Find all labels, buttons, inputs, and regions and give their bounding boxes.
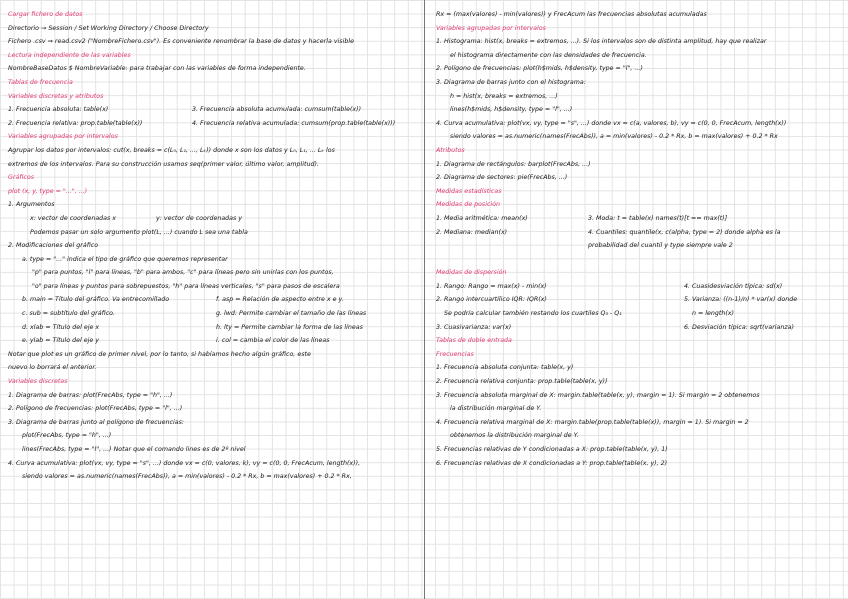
note-text: c. sub = subtítulo del gráfico. [22,310,116,318]
page-divider [424,0,425,599]
note-line [436,76,840,90]
note-text: Rx = (max(valores) - min(valores)) y FrecAcum las frecuencias absolutas acumuladas [436,11,707,18]
section-heading: Tablas de frecuencia [8,78,73,86]
note-text: n = length(x) [692,310,734,318]
section-heading: Variables discretas y atributos [8,92,104,100]
note-line [436,348,840,362]
note-line [436,130,840,144]
note-line [8,280,416,294]
note-line [436,253,840,267]
note-text: 3. Diagrama de barras junto con el histograma: [436,78,586,86]
note-line [436,90,840,104]
note-line [8,171,416,185]
note-line [8,117,416,131]
note-line [8,226,416,240]
note-text: 2. Diagrama de sectores: pie(FrecAbs, ...) [436,174,568,182]
note-text: h. lty = Permite cambiar la forma de las líneas [216,323,363,331]
note-line [436,239,840,253]
note-text: 1. Histograma: hist(x, breaks = extremos, ...). Si los intervalos son de distinta amplitud, hay que realizar [436,38,767,46]
note-line [436,321,840,335]
note-text: la distribución marginal de Y. [450,405,542,413]
note-text: 2. Polígono de frecuencias: plot(h$mids, h$density, type = "l", ...) [436,65,643,73]
note-line [8,266,416,280]
section-heading: Gráficos [8,174,34,182]
note-line [8,443,416,457]
note-line [8,76,416,90]
note-line [436,375,840,389]
left-column [8,8,416,484]
note-text: 3. Frecuencia absoluta acumulada: cumsum(table(x)) [192,106,362,114]
note-text: "o" para líneas y puntos para sobrepuestos, "h" para líneas verticales, "s" para pasos de escalera [32,282,340,290]
note-line [436,8,840,22]
note-line [8,239,416,253]
section-heading: Frecuencias [436,350,474,358]
note-line [436,307,840,321]
note-text: Se podría calcular también restando los cuartiles Q₃ - Q₁ [444,310,622,318]
note-line [436,117,840,131]
note-text: el histograma directamente con las densidades de frecuencia. [450,51,647,59]
note-text: 6. Desviación típica: sqrt(varianza) [684,323,794,331]
note-line [436,457,840,471]
note-text: 3. Cuasivarianza: var(x) [436,323,512,331]
note-line [8,470,416,484]
note-text: Directorio → Session / Set Working Directory / Choose Directory [8,24,209,32]
section-heading: Medidas de dispersión [436,269,507,277]
note-text: lines(h$mids, h$density, type = "l", ...) [450,106,573,114]
note-text: 2. Polígono de frecuencias: plot(FrecAbs, type = "l", ...) [8,405,183,413]
note-line [436,103,840,117]
note-text: 1. Frecuencia absoluta: table(x) [8,106,109,114]
note-line [8,130,416,144]
note-text: 6. Frecuencias relativas de X condicionadas a Y: prop.table(table(x, y), 2) [436,459,668,467]
note-line [8,253,416,267]
note-line [8,416,416,430]
note-line [8,8,416,22]
note-text: 4. Curva acumulativa: plot(vx, vy, type = "s", ...) donde vx = c(0, valores, k), vy = c(0, 0, FrecAcum, length(x)), [8,459,361,467]
note-line [8,321,416,335]
note-line [8,307,416,321]
note-line [436,144,840,158]
right-column [436,8,840,470]
note-line [436,49,840,63]
note-text: i. col = cambia el color de las líneas [216,337,330,345]
note-text: b. main = Título del gráfico. Va entrecomillado [22,296,170,304]
note-text: 3. Moda: t = table(x) names(t)[t == max(t)] [588,214,728,222]
note-text: nuevo lo borrará el anterior. [8,364,97,372]
note-line [8,348,416,362]
note-line [8,429,416,443]
note-line [8,35,416,49]
note-line [436,293,840,307]
note-line [8,185,416,199]
note-text: f. asp = Relación de aspecto entre x e y. [216,296,344,304]
section-heading: Cargar fichero de datos [8,11,83,18]
note-line [436,62,840,76]
note-line [8,402,416,416]
note-text: y: vector de coordenadas y [156,214,243,222]
note-text: 3. Frecuencia absoluta marginal de X: margin.table(table(x, y), margin = 1). Si margin = 2 obtenemos [436,391,760,399]
note-text: probabilidad del cuantil y type siempre vale 2 [588,242,733,250]
note-text: Notar que plot es un gráfico de primer nivel, por lo tanto, si habíamos hecho algún gráfico, este [8,350,311,358]
note-text: 4. Frecuencia relativa marginal de X: margin.table(prop.table(table(x)), margin = 1). Si margin = 2 [436,418,749,426]
note-text: 2. Mediana: median(x) [436,228,508,236]
note-text: lines(FrecAbs, type = "l", ...) Notar que el comando lines es de 2º nivel [22,446,246,453]
note-line [436,212,840,226]
note-text: 1. Diagrama de rectángulos: barplot(FrecAbs, ...) [436,160,591,168]
note-text: 1. Rango: Rango = max(x) - min(x) [436,282,547,290]
note-text: x: vector de coordenadas x [30,214,117,222]
note-line [8,144,416,158]
note-text: d. xlab = Título del eje x [22,323,100,331]
note-text: 5. Varianza: ((n-1)/n) * var(x) donde [684,296,798,304]
note-text: extremos de los intervalos. Para su construcción usamos seq(primer valor, último valor, amplitud). [8,160,319,168]
section-heading: Variables discretas [8,378,68,386]
note-text: 1. Diagrama de barras: plot(FrecAbs, type = "h", ...) [8,391,173,399]
note-line [436,280,840,294]
note-text: siendo valores = as.numeric(names(FrecAbs)), a = min(valores) - 0.2 * Rx, b = max(valores) + 0.2 * Rx, [22,473,352,481]
note-text: e. ylab = Título del eje y [22,337,99,345]
note-line [8,457,416,471]
note-text: 2. Rango intercuartílico IQR: IQR(x) [436,296,547,304]
note-line [8,158,416,172]
note-text: a. type = "..." indica el tipo de gráfico que queremos representar [22,255,228,263]
section-heading: Atributos [436,146,465,154]
note-text: obtenemos la distribución marginal de Y. [450,432,579,440]
note-line [8,22,416,36]
note-text: "p" para puntos, "l" para líneas, "b" para ambos, "c" para líneas pero sin unirlas con los puntos, [32,269,334,277]
note-line [436,416,840,430]
note-text: 4. Curva acumulativa: plot(vx, vy, type = "s", ...) donde vx = c(a, valores, b), vy = c(0, 0, FrecAcum, length(x)) [436,119,787,127]
note-line [8,198,416,212]
note-line [436,443,840,457]
note-line [8,389,416,403]
note-text: siendo valores = as.numeric(names(FrecAbs)), a = min(valores) - 0.2 * Rx, b = max(valores) + 0.2 * Rx [450,133,778,141]
note-line [436,389,840,403]
section-heading: Medidas de posición [436,201,500,209]
note-text: Agrupar los datos por intervalos: cut(x, breaks = c(L₀, L₁, ..., Lₖ)) donde x son los datos y L₀, L₁, ... Lₖ los [8,146,335,154]
note-text: 4. Cuantiles: quantile(x, c(alpha, type = 2) donde alpha es la [588,228,781,236]
section-heading: Variables agrupadas por intervalos [436,24,546,32]
note-line [436,361,840,375]
note-line [436,402,840,416]
note-line [8,375,416,389]
note-text: Fichero .csv ⇒ read.csv2 ("NombreFichero.csv"). Es conveniente renombrar la base de datos y hacerla visible [8,38,354,46]
note-line [8,90,416,104]
note-line [436,171,840,185]
section-heading: Lectura independiente de las variables [8,51,131,59]
note-line [436,266,840,280]
note-line [8,212,416,226]
note-line [436,198,840,212]
section-heading: plot (x, y, type = "...", ...) [8,187,88,195]
note-line [8,334,416,348]
note-text: 2. Frecuencia relativa: prop.table(table(x)) [8,119,143,127]
section-heading: Medidas estadísticas [436,187,502,195]
note-line [8,293,416,307]
note-line [436,185,840,199]
note-text: NombreBaseDatos $ NombreVariable: para trabajar con las variables de forma independiente. [8,65,306,73]
note-text: 1. Frecuencia absoluta conjunta: table(x, y) [436,364,574,372]
note-text: plot(FrecAbs, type = "h", ...) [22,432,112,440]
note-line [436,226,840,240]
note-text: g. lwd: Permite cambiar el tamaño de las líneas [216,310,367,318]
note-line [8,62,416,76]
note-text: 2. Frecuencia relativa conjunta: prop.table(table(x, y)) [436,378,608,386]
note-line [8,49,416,63]
section-heading: Variables agrupadas por intervalos [8,133,118,141]
note-text: 3. Diagrama de barras junto al polígono de frecuencias: [8,418,185,426]
note-text: 5. Frecuencias relativas de Y condicionadas a X: prop.table(table(x, y), 1) [436,446,668,453]
note-text: 4. Frecuencia relativa acumulada: cumsum(prop.table(table(x))) [192,119,396,127]
note-text: 1. Argumentos [8,201,55,209]
note-text: h = hist(x, breaks = extremos, ...) [450,92,558,100]
note-line [436,35,840,49]
note-line [436,334,840,348]
note-line [436,22,840,36]
note-text: Podemos pasar un solo argumento plot(L, ...) cuando L sea una tabla [30,228,248,236]
note-text: 1. Media aritmética: mean(x) [436,214,528,222]
note-text: 2. Modificaciones del gráfico [8,242,99,250]
note-line [436,429,840,443]
note-line [8,103,416,117]
note-text: 4. Cuasidesviación típica: sd(x) [684,282,783,290]
note-line [8,361,416,375]
note-line [436,158,840,172]
section-heading: Tablas de doble entrada [436,337,512,345]
